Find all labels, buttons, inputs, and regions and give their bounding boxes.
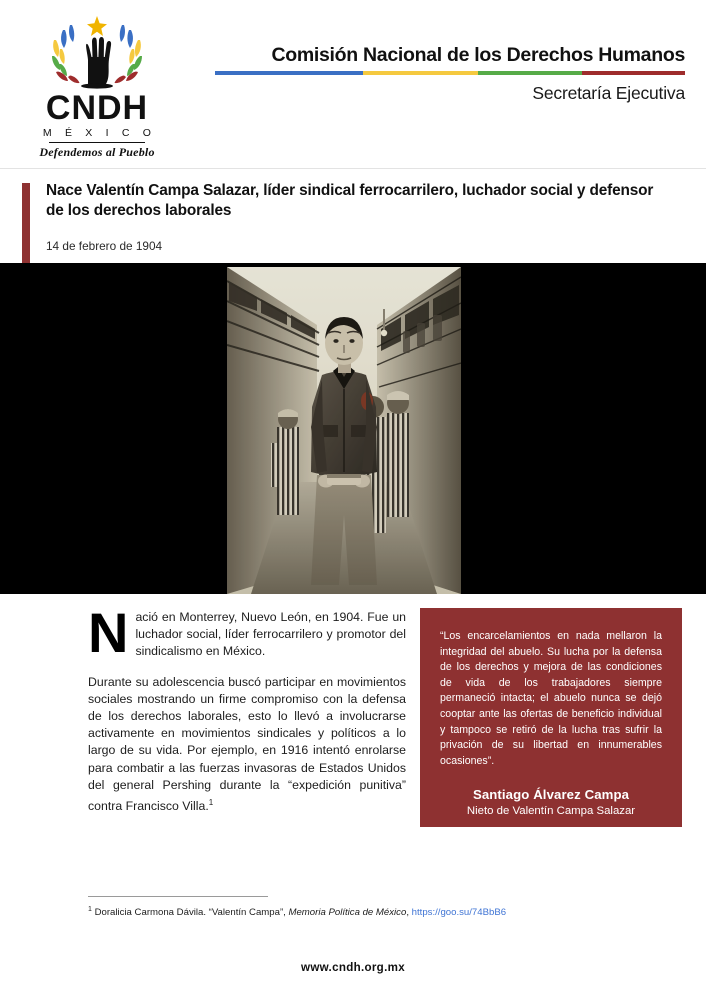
rule-segment-green <box>478 71 581 75</box>
article-paragraph-2-text: Durante su adolescencia buscó participar en movimientos sociales mostrando un firme compromiso con la defensa de los derechos laborales, esto lo llevó a involucrarse activamente en movimientos sindicales y políticos a lo largo de su vida. Por ejemplo, en 1916 intentó enrolarse para combatir a las fuerzas invasoras de Estados Unidos del general Pershing durante la “expedición punitiva” contra Francisco Villa. <box>88 674 406 814</box>
page-header <box>0 0 706 169</box>
prison-corridor-photograph <box>227 267 461 594</box>
hand-laurel-star-emblem <box>22 12 172 90</box>
pull-quote-author: Santiago Álvarez Campa <box>472 787 630 803</box>
footnote-source: Memoria Política de México <box>288 907 407 919</box>
article-photo <box>227 267 461 594</box>
institution-name: Comisión Nacional de los Derechos Humanos <box>271 44 685 66</box>
footnote-marker: 1 <box>88 906 92 913</box>
rule-segment-yellow <box>363 71 478 75</box>
photo-band <box>0 263 706 594</box>
article-paragraph-1 <box>88 601 406 664</box>
pull-quote-box <box>420 608 682 827</box>
logo-divider <box>49 142 145 143</box>
institution-block <box>215 44 685 104</box>
footnote-separator: , <box>406 907 412 919</box>
footnote-link[interactable]: https://goo.su/74BbB6 <box>411 907 507 919</box>
article-date: 14 de febrero de 1904 <box>46 239 163 253</box>
article-paragraph-1-text: ació en Monterrey, Nuevo León, en 1904. Fue un luchador social, líder ferrocarrilero y promotor del sindicalismo en México. <box>135 610 406 659</box>
logo-acronym: CNDH <box>45 89 149 127</box>
logo-slogan: Defendemos al Pueblo <box>39 145 155 159</box>
pull-quote-role: Nieto de Valentín Campa Salazar <box>466 805 636 818</box>
footer-website-link[interactable]: www.cndh.org.mx <box>301 961 405 974</box>
logo-country: M É X I C O <box>42 127 157 139</box>
article-content <box>0 594 706 896</box>
pull-quote-text: “Los encarcelamientos en nada mellaron la integridad del abuelo. Su lucha por la defensa de los derechos y mejora de las condiciones de vida de los trabajadores siempre permaneció intacta; el abuelo nunca se dejó cooptar ante las ofertas de beneficio individual y tampoco se retiró de la lucha tras sufrir la privación de su libertad en innumerables ocasiones”. <box>440 630 662 767</box>
rule-segment-red <box>582 71 685 75</box>
footnote <box>88 903 648 919</box>
footnote-area <box>88 896 648 919</box>
title-accent-bar <box>22 183 30 265</box>
article-paragraph-2 <box>88 674 406 816</box>
department-name: Secretaría Ejecutiva <box>532 83 685 103</box>
footnote-reference[interactable]: 1 <box>208 798 214 808</box>
article-body <box>88 601 406 815</box>
drop-cap: N <box>88 601 129 664</box>
page-footer <box>0 958 706 976</box>
article-title-band <box>0 169 706 263</box>
footnote-divider <box>88 896 268 897</box>
cndh-logo <box>22 12 172 160</box>
page-title: Nace Valentín Campa Salazar, líder sindical ferrocarrilero, luchador social y defensor de los derechos laborales <box>46 182 654 219</box>
footnote-author: Doralicia Carmona Dávila. “Valentín Campa”, <box>91 907 289 919</box>
rule-segment-blue <box>215 71 363 75</box>
brand-color-rule <box>215 71 685 75</box>
